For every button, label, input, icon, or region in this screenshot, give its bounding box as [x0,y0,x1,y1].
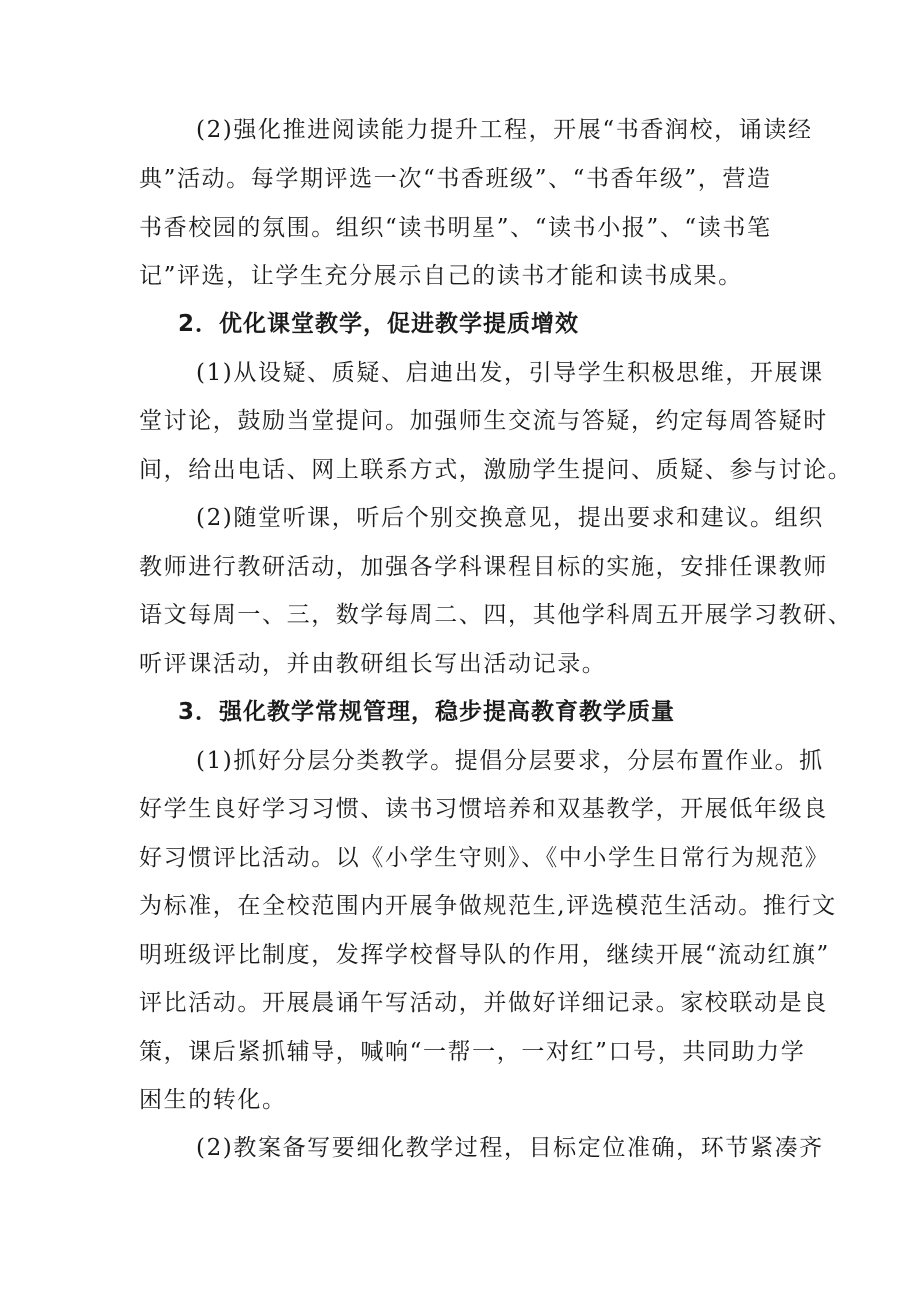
paragraph-tiered-teaching-line-3: 好习惯评比活动。以《小学生守则》、《中小学生日常行为规范》 [139,845,830,871]
paragraph-reading-project-line-4: 记”评选，让学生充分展示自己的读书才能和读书成果。 [139,263,743,289]
paragraph-tiered-teaching-line-4: 为标准，在全校范围内开展争做规范生,评选模范生活动。推行文 [139,893,837,919]
paragraph-tiered-teaching-line-7: 策，课后紧抓辅导，喊响“一帮一，一对红”口号，共同助力学 [139,1039,806,1065]
paragraph-classroom-line-1: (1)从设疑、质疑、启迪出发，引导学生积极思维，开展课 [196,360,824,386]
paragraph-reading-project-line-1: (2)强化推进阅读能力提升工程，开展“书香润校，诵读经 [196,117,813,143]
paragraph-reading-project-line-2: 典”活动。每学期评选一次“书香班级”、“书香年级”，营造 [139,166,772,192]
paragraph-classroom-line-3: 间，给出电话、网上联系方式，激励学生提问、质疑、参与讨论。 [139,457,853,483]
paragraph-reading-project-line-3: 书香校园的氛围。组织“读书明星”、“读书小报”、“读书笔 [139,215,772,241]
paragraph-tiered-teaching-line-2: 好学生良好学习习惯、读书习惯培养和双基教学，开展低年级良 [139,796,828,822]
paragraph-classroom-line-2: 堂讨论，鼓励当堂提问。加强师生交流与答疑，约定每周答疑时 [139,408,828,434]
paragraph-lesson-observation-line-3: 语文每周一、三，数学每周二、四，其他学科周五开展学习教研、 [139,602,853,628]
paragraph-lesson-observation-line-2: 教师进行教研活动，加强各学科课程目标的实施，安排任课教师 [139,554,828,580]
paragraph-lesson-plan-line-1: (2)教案备写要细化教学过程，目标定位准确，环节紧凑齐 [196,1135,824,1161]
paragraph-tiered-teaching-line-5: 明班级评比制度，发挥学校督导队的作用，继续开展“流动红旗” [139,942,830,968]
paragraph-lesson-observation-line-4: 听评课活动，并由教研组长写出活动记录。 [139,651,607,677]
section-heading-3: 3．强化教学常规管理，稳步提高教育教学质量 [178,699,676,725]
section-heading-2: 2．优化课堂教学，促进教学提质增效 [178,311,580,337]
paragraph-tiered-teaching-line-8: 困生的转化。 [139,1087,287,1113]
paragraph-tiered-teaching-line-6: 评比活动。开展晨诵午写活动，并做好详细记录。家校联动是良 [139,990,828,1016]
paragraph-tiered-teaching-line-1: (1)抓好分层分类教学。提倡分层要求，分层布置作业。抓 [196,748,824,774]
paragraph-lesson-observation-line-1: (2)随堂听课，听后个别交换意见，提出要求和建议。组织 [196,505,824,531]
